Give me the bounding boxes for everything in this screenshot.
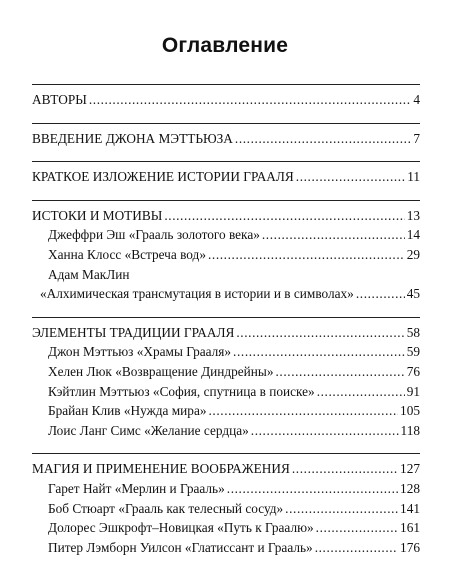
toc-entry-knight[interactable] [32,479,420,499]
toc-entry-matthews-caitlin[interactable] [32,382,420,402]
toc-entry-page: 13 [406,207,420,223]
toc-entry-page: 128 [400,480,420,496]
toc-entry-title: Питер Лэмборн Уилсон «Глатиссант и Грааль» [48,539,313,555]
toc-entry-elements[interactable] [32,323,420,343]
toc-entry-magic[interactable] [32,459,420,479]
toc-entry-title: Адам МакЛин [48,266,130,282]
toc-entry-page: 161 [400,520,420,536]
toc-entry-stewart[interactable] [32,499,420,519]
toc-entry-origins[interactable] [32,206,420,226]
toc-entry-title: МАГИЯ И ПРИМЕНЕНИЕ ВООБРАЖЕНИЯ [32,461,290,477]
toc-entry-page: 141 [400,500,420,516]
section-divider [32,453,420,454]
toc-entry-history[interactable] [32,167,420,187]
toc-entry-title: АВТОРЫ [32,92,87,107]
toc-entry-title: Джон Мэттьюз «Храмы Грааля» [48,344,232,360]
toc-entry-title: ВВЕДЕНИЕ ДЖОНА МЭТТЬЮЗА [32,130,233,146]
toc-entry-title: ЭЛЕМЕНТЫ ТРАДИЦИИ ГРААЛЯ [32,324,235,340]
toc-entry-page: 4 [413,92,420,107]
section-divider [32,123,420,124]
toc-entry-title: Ханна Клосс «Встреча вод» [48,246,206,262]
toc-section-history [32,161,420,187]
toc-entry-page: 58 [406,324,420,340]
dot-leader [317,382,405,402]
toc-entry-title: Кэйтлин Мэттьюз «София, спутница в поиске» [48,383,315,399]
toc-entry-mclean[interactable] [32,284,420,304]
dot-leader [233,342,405,362]
toc-entry-lang-sims[interactable] [32,421,420,441]
toc-entry-title: Боб Стюарт «Грааль как телесный сосуд» [48,500,284,516]
dot-leader [208,245,405,265]
dot-leader [315,538,398,558]
section-divider [32,84,420,85]
toc-entry-page: 45 [406,286,420,302]
toc-entry-title: Брайан Клив «Нужда мира» [48,403,207,419]
toc-entry-page: 11 [407,169,420,185]
toc-entry-authors[interactable] [32,90,420,110]
dot-leader [316,518,398,538]
page-title: Оглавление [161,34,289,57]
toc-entry-page: 127 [400,461,420,477]
toc-entry-page: 14 [406,227,420,243]
dot-leader [296,167,405,187]
toc-entry-title: Хелен Люк «Возвращение Диндрейны» [48,363,274,379]
dot-leader [164,206,404,226]
dot-leader [262,225,405,245]
toc-section-authors [32,84,420,110]
toc-entry-title: Долорес Эшкрофт–Новицкая «Путь к Граалю» [48,520,314,536]
toc-section-magic [32,453,420,557]
toc-entry-ashe[interactable] [32,225,420,245]
toc-section-origins [32,200,420,304]
dot-leader [251,421,399,441]
section-divider [32,317,420,318]
dot-leader [292,459,398,479]
toc-entry-title: Джеффри Эш «Грааль золотого века» [48,227,260,243]
toc-entry-ashcroft-nowicki[interactable] [32,518,420,538]
toc-entry-page: 91 [406,383,420,399]
dot-leader [285,499,398,519]
toc-entry-page: 7 [413,130,420,146]
table-of-contents [32,84,420,570]
dot-leader [235,129,411,149]
section-divider [32,161,420,162]
toc-entry-page: 59 [406,344,420,360]
toc-entry-introduction[interactable] [32,129,420,149]
toc-entry-cleeve[interactable] [32,401,420,421]
toc-entry-title: Лоис Ланг Симс «Желание сердца» [48,422,249,438]
toc-entry-luke[interactable] [32,362,420,382]
toc-entry-title: «Алхимическая трансмутация в истории и в символах» [40,286,354,302]
toc-entry-page: 176 [400,539,420,555]
dot-leader [209,401,399,421]
toc-entry-mclean-author [32,265,420,285]
toc-entry-matthews-john[interactable] [32,342,420,362]
toc-section-introduction [32,123,420,149]
toc-entry-page: 118 [400,422,420,438]
toc-entry-wilson[interactable] [32,538,420,558]
dot-leader [236,323,404,343]
toc-entry-page: 105 [400,403,420,419]
dot-leader [276,362,405,382]
dot-leader [89,90,412,110]
section-divider [32,200,420,201]
toc-entry-kloss[interactable] [32,245,420,265]
dot-leader [227,479,398,499]
toc-entry-page: 29 [406,246,420,262]
toc-entry-title: ИСТОКИ И МОТИВЫ [32,207,163,223]
toc-entry-title: Гарет Найт «Мерлин и Грааль» [48,480,225,496]
toc-entry-title: КРАТКОЕ ИЗЛОЖЕНИЕ ИСТОРИИ ГРААЛЯ [32,169,294,185]
toc-section-elements [32,317,420,441]
dot-leader [356,284,405,304]
toc-entry-page: 76 [406,363,420,379]
